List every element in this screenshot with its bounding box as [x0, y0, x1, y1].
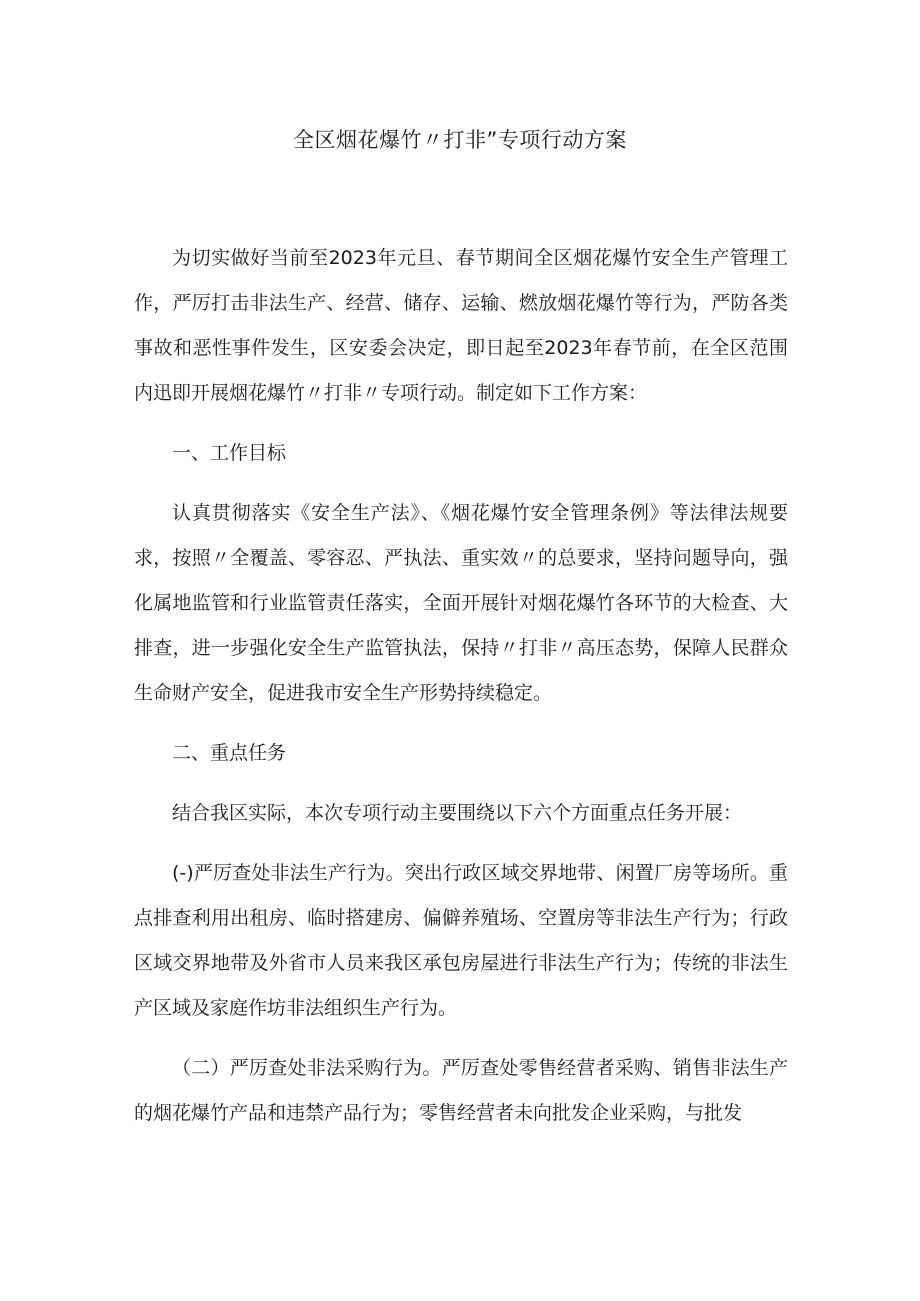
document-body: [134, 236, 788, 1136]
intro-paragraph: 为切实做好当前至2023年元旦、春节期间全区烟花爆竹安全生产管理工作，严厉打击非法生产、经营、储存、运输、燃放烟花爆竹等行为，严防各类事故和恶性事件发生，区安委会决定，即日起至2023年春节前，在全区范围内迅即开展烟花爆竹〃打非〃专项行动。制定如下工作方案：: [134, 247, 788, 404]
section-heading-goals: 一、工作目标: [172, 442, 287, 464]
goals-paragraph: 认真贯彻落实《安全生产法》、《烟花爆竹安全管理条例》等法律法规要求，按照〃全覆盖、零容忍、严执法、重实效〃的总要求，坚持问题导向，强化属地监管和行业监管责任落实，全面开展针对烟花爆竹各环节的大检查、大排查，进一步强化安全生产监管执法，保持〃打非〃高压态势，保障人民群众生命财产安全，促进我市安全生产形势持续稳定。: [134, 502, 788, 704]
task-2-paragraph: （二）严厉查处非法采购行为。严厉查处零售经营者采购、销售非法生产的烟花爆竹产品和违禁产品行为；零售经营者未向批发企业采购，与批发: [134, 1057, 788, 1124]
tasks-intro-paragraph: 结合我区实际，本次专项行动主要围绕以下六个方面重点任务开展：: [172, 802, 743, 824]
section-heading-tasks: 二、重点任务: [172, 742, 287, 764]
document-title: 全区烟花爆竹〃打非”专项行动方案: [293, 128, 627, 152]
task-1-paragraph: (-)严厉查处非法生产行为。突出行政区域交界地带、闲置厂房等场所。重点排查利用出租房、临时搭建房、偏僻养殖场、空置房等非法生产行为；行政区域交界地带及外省市人员来我区承包房屋进行非法生产行为；传统的非法生产区域及家庭作坊非法组织生产行为。: [134, 862, 788, 1019]
